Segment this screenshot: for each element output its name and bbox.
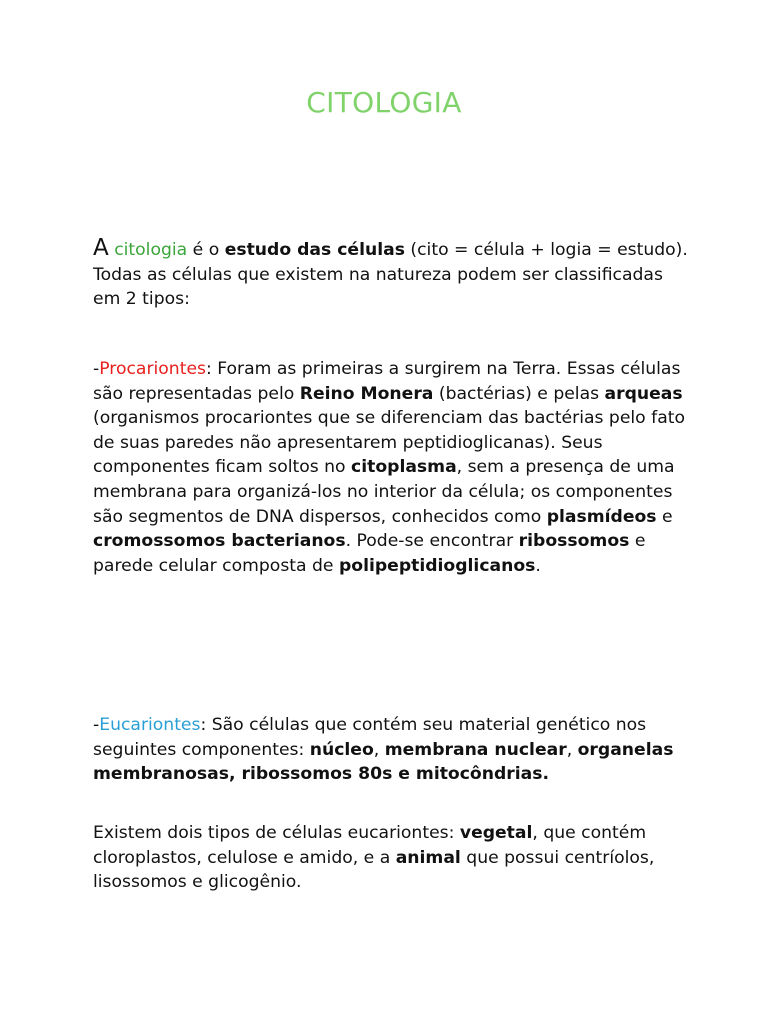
- procariontes-text-4: , sem a presença de uma membrana para organizá-los no interior da célula; os componentes são segmentos de DNA dispersos, conhecidos como: [93, 457, 675, 527]
- procariontes-text-6: . Pode-se encontrar: [345, 531, 519, 552]
- bold-estudo-celulas: estudo das células: [224, 240, 405, 260]
- bold-arqueas: arqueas: [604, 383, 683, 404]
- bold-organelas: organelas membranosas, ribossomos 80s e mitocôndrias.: [93, 739, 674, 785]
- bold-ribossomos: ribossomos: [518, 531, 630, 552]
- procariontes-text-2: (bactérias) e pelas: [433, 383, 605, 404]
- bold-cromossomos-bacterianos: cromossomos bacterianos: [93, 531, 346, 552]
- drop-letter: A: [93, 235, 109, 261]
- eucariontes-text-3: ,: [566, 739, 578, 760]
- tipos-text-2: , que contém cloroplastos, celulose e amido, e a: [93, 823, 647, 868]
- bold-reino-monera: Reino Monera: [299, 383, 434, 404]
- tipos-text-3: que possui centríolos, lisossomos e glicogênio.: [93, 847, 655, 893]
- procariontes-text-1: : Foram as primeiras a surgirem na Terra. Essas células são representadas pelo: [93, 359, 681, 404]
- procariontes-text-8: .: [535, 555, 541, 576]
- bold-animal: animal: [395, 847, 461, 868]
- term-citologia: citologia: [114, 240, 188, 260]
- tipos-eucariontes-paragraph: [93, 821, 693, 895]
- bold-citoplasma: citoplasma: [351, 457, 457, 478]
- intro-text-1: é o: [187, 240, 225, 260]
- bold-vegetal: vegetal: [459, 823, 533, 843]
- eucariontes-text-1: : São células que contém seu material genético nos seguintes componentes:: [93, 715, 647, 760]
- bold-plasmideos: plasmídeos: [546, 506, 657, 527]
- term-eucariontes: Eucariontes: [99, 715, 201, 735]
- term-procariontes: Procariontes: [99, 359, 206, 379]
- eucariontes-dash: -: [93, 715, 100, 735]
- bold-polipeptidioglicanos: polipeptidioglicanos: [338, 555, 536, 576]
- bold-nucleo: núcleo: [309, 739, 374, 760]
- procariontes-dash: -: [93, 359, 100, 379]
- procariontes-text-5: e: [656, 506, 673, 527]
- intro-paragraph: [93, 236, 693, 312]
- procariontes-paragraph: [93, 357, 693, 578]
- eucariontes-text-2: ,: [373, 739, 385, 760]
- bold-membrana-nuclear: membrana nuclear: [384, 739, 567, 760]
- page-title: CITOLOGIA: [306, 86, 462, 119]
- eucariontes-paragraph: [93, 713, 693, 787]
- procariontes-text-3: (organismos procariontes que se diferenciam das bactérias pelo fato de suas paredes não apresentarem peptidioglicanas). Seus componentes ficam soltos no: [93, 408, 686, 478]
- intro-text-2: (cito = célula + logia = estudo). Todas as células que existem na natureza podem ser classificadas em 2 tipos:: [93, 240, 688, 310]
- procariontes-text-7: e parede celular composta de: [93, 531, 646, 576]
- tipos-text-1: Existem dois tipos de células eucariontes:: [93, 823, 460, 843]
